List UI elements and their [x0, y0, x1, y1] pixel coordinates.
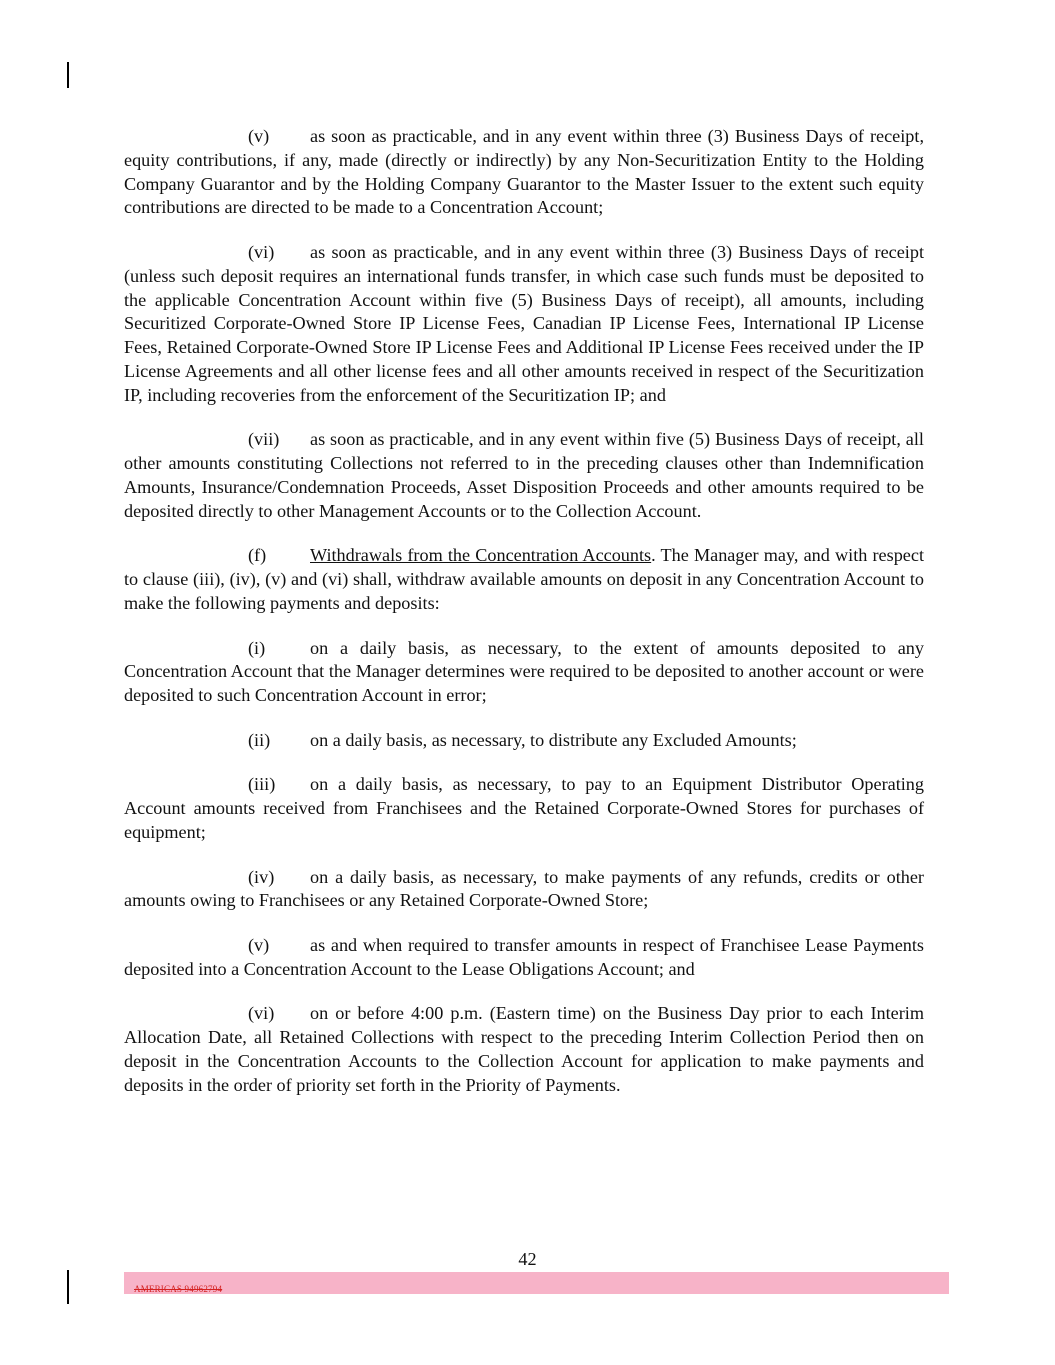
clause-text: on a daily basis, as necessary, to the extent of amounts deposited to any Concentration Account that the Manager determines were required to be deposited to another account or were deposited to such Concentration Account in error; [124, 637, 924, 706]
clause-text: as soon as practicable, and in any event within five (5) Business Days of receipt, all other amounts constituting Collections not referred to in the preceding clauses other than Indemnification Amounts, Insurance/Condemnation Proceeds, Asset Disposition Proceeds and other amounts required to be deposited directly to other Management Accounts or to the Collection Account. [124, 429, 924, 521]
clause-text: on a daily basis, as necessary, to make payments of any refunds, credits or other amounts owing to Franchisees or any Retained Corporate-Owned Store; [124, 866, 924, 911]
clause-number: (f) [248, 545, 267, 566]
change-bar-top [67, 62, 69, 88]
clause-f-iv [124, 866, 924, 914]
clause-e-v [124, 125, 924, 220]
clause-number: (iv) [248, 866, 275, 887]
clause-text: on a daily basis, as necessary, to pay to an Equipment Distributor Operating Account amounts received from Franchisees and the Retained Corporate-Owned Stores for purchases of equipment; [124, 774, 924, 842]
clause-text: as soon as practicable, and in any event within three (3) Business Days of receipt, equity contributions, if any, made (directly or indirectly) by any Non-Securitization Entity to the Holding Company Guarantor and by the Holding Company Guarantor to the Master Issuer to the extent such equity contributions are directed to be made to a Concentration Account; [124, 126, 924, 218]
clause-text: as and when required to transfer amounts in respect of Franchisee Lease Payments deposited into a Concentration Account to the Lease Obligations Account; and [124, 934, 924, 979]
clause-f-i [124, 637, 924, 708]
document-body [124, 125, 924, 1118]
document-id: AMERICAS 94962794 [134, 1284, 223, 1294]
clause-number: (vii) [248, 429, 280, 450]
clause-e-vi [124, 241, 924, 408]
clause-number: (v) [248, 126, 270, 146]
clause-number: (ii) [248, 729, 271, 750]
clause-text: as soon as practicable, and in any event within three (3) Business Days of receipt (unless such deposit requires an international funds transfer, in which case such funds must be deposited to the applicable Concentration Account within five (5) Business Days of receipt), all amounts, including Securitized Corporate-Owned Store IP License Fees, Canadian IP License Fees, International IP License Fees, Retained Corporate-Owned Store IP License Fees and Additional IP License Fees received under the IP License Agreements and all other license fees and all other amounts received in respect of the Securitization IP, including recoveries from the enforcement of the Securitization IP; and [124, 241, 924, 405]
change-bar-bottom [67, 1270, 69, 1304]
clause-f-ii [124, 729, 924, 753]
clause-f [124, 544, 924, 615]
clause-e-vii [124, 428, 924, 523]
clause-number: (vi) [248, 1003, 275, 1024]
clause-f-vi [124, 1002, 924, 1097]
section-heading: Withdrawals from the Concentration Accounts [310, 545, 652, 566]
clause-text: on or before 4:00 p.m. (Eastern time) on the Business Day prior to each Interim Allocation Date, all Retained Collections with respect to the preceding Interim Collection Period then on deposit in the Concentration Accounts to the Collection Account for application to make payments and deposits in the order of priority set forth in the Priority of Payments. [124, 1003, 924, 1095]
clause-text: on a daily basis, as necessary, to distribute any Excluded Amounts; [310, 729, 797, 750]
footer-band [124, 1272, 949, 1294]
clause-f-v [124, 934, 924, 982]
page-number: 42 [518, 1249, 537, 1269]
clause-number: (i) [248, 637, 266, 658]
clause-f-iii [124, 773, 924, 844]
clause-text: . The Manager may, and with respect to clause (iii), (iv), (v) and (vi) shall, withdraw available amounts on deposit in any Concentration Account to make the following payments and deposits: [124, 545, 924, 613]
clause-number: (iii) [248, 774, 276, 795]
clause-number: (vi) [248, 241, 275, 262]
clause-number: (v) [248, 934, 270, 955]
